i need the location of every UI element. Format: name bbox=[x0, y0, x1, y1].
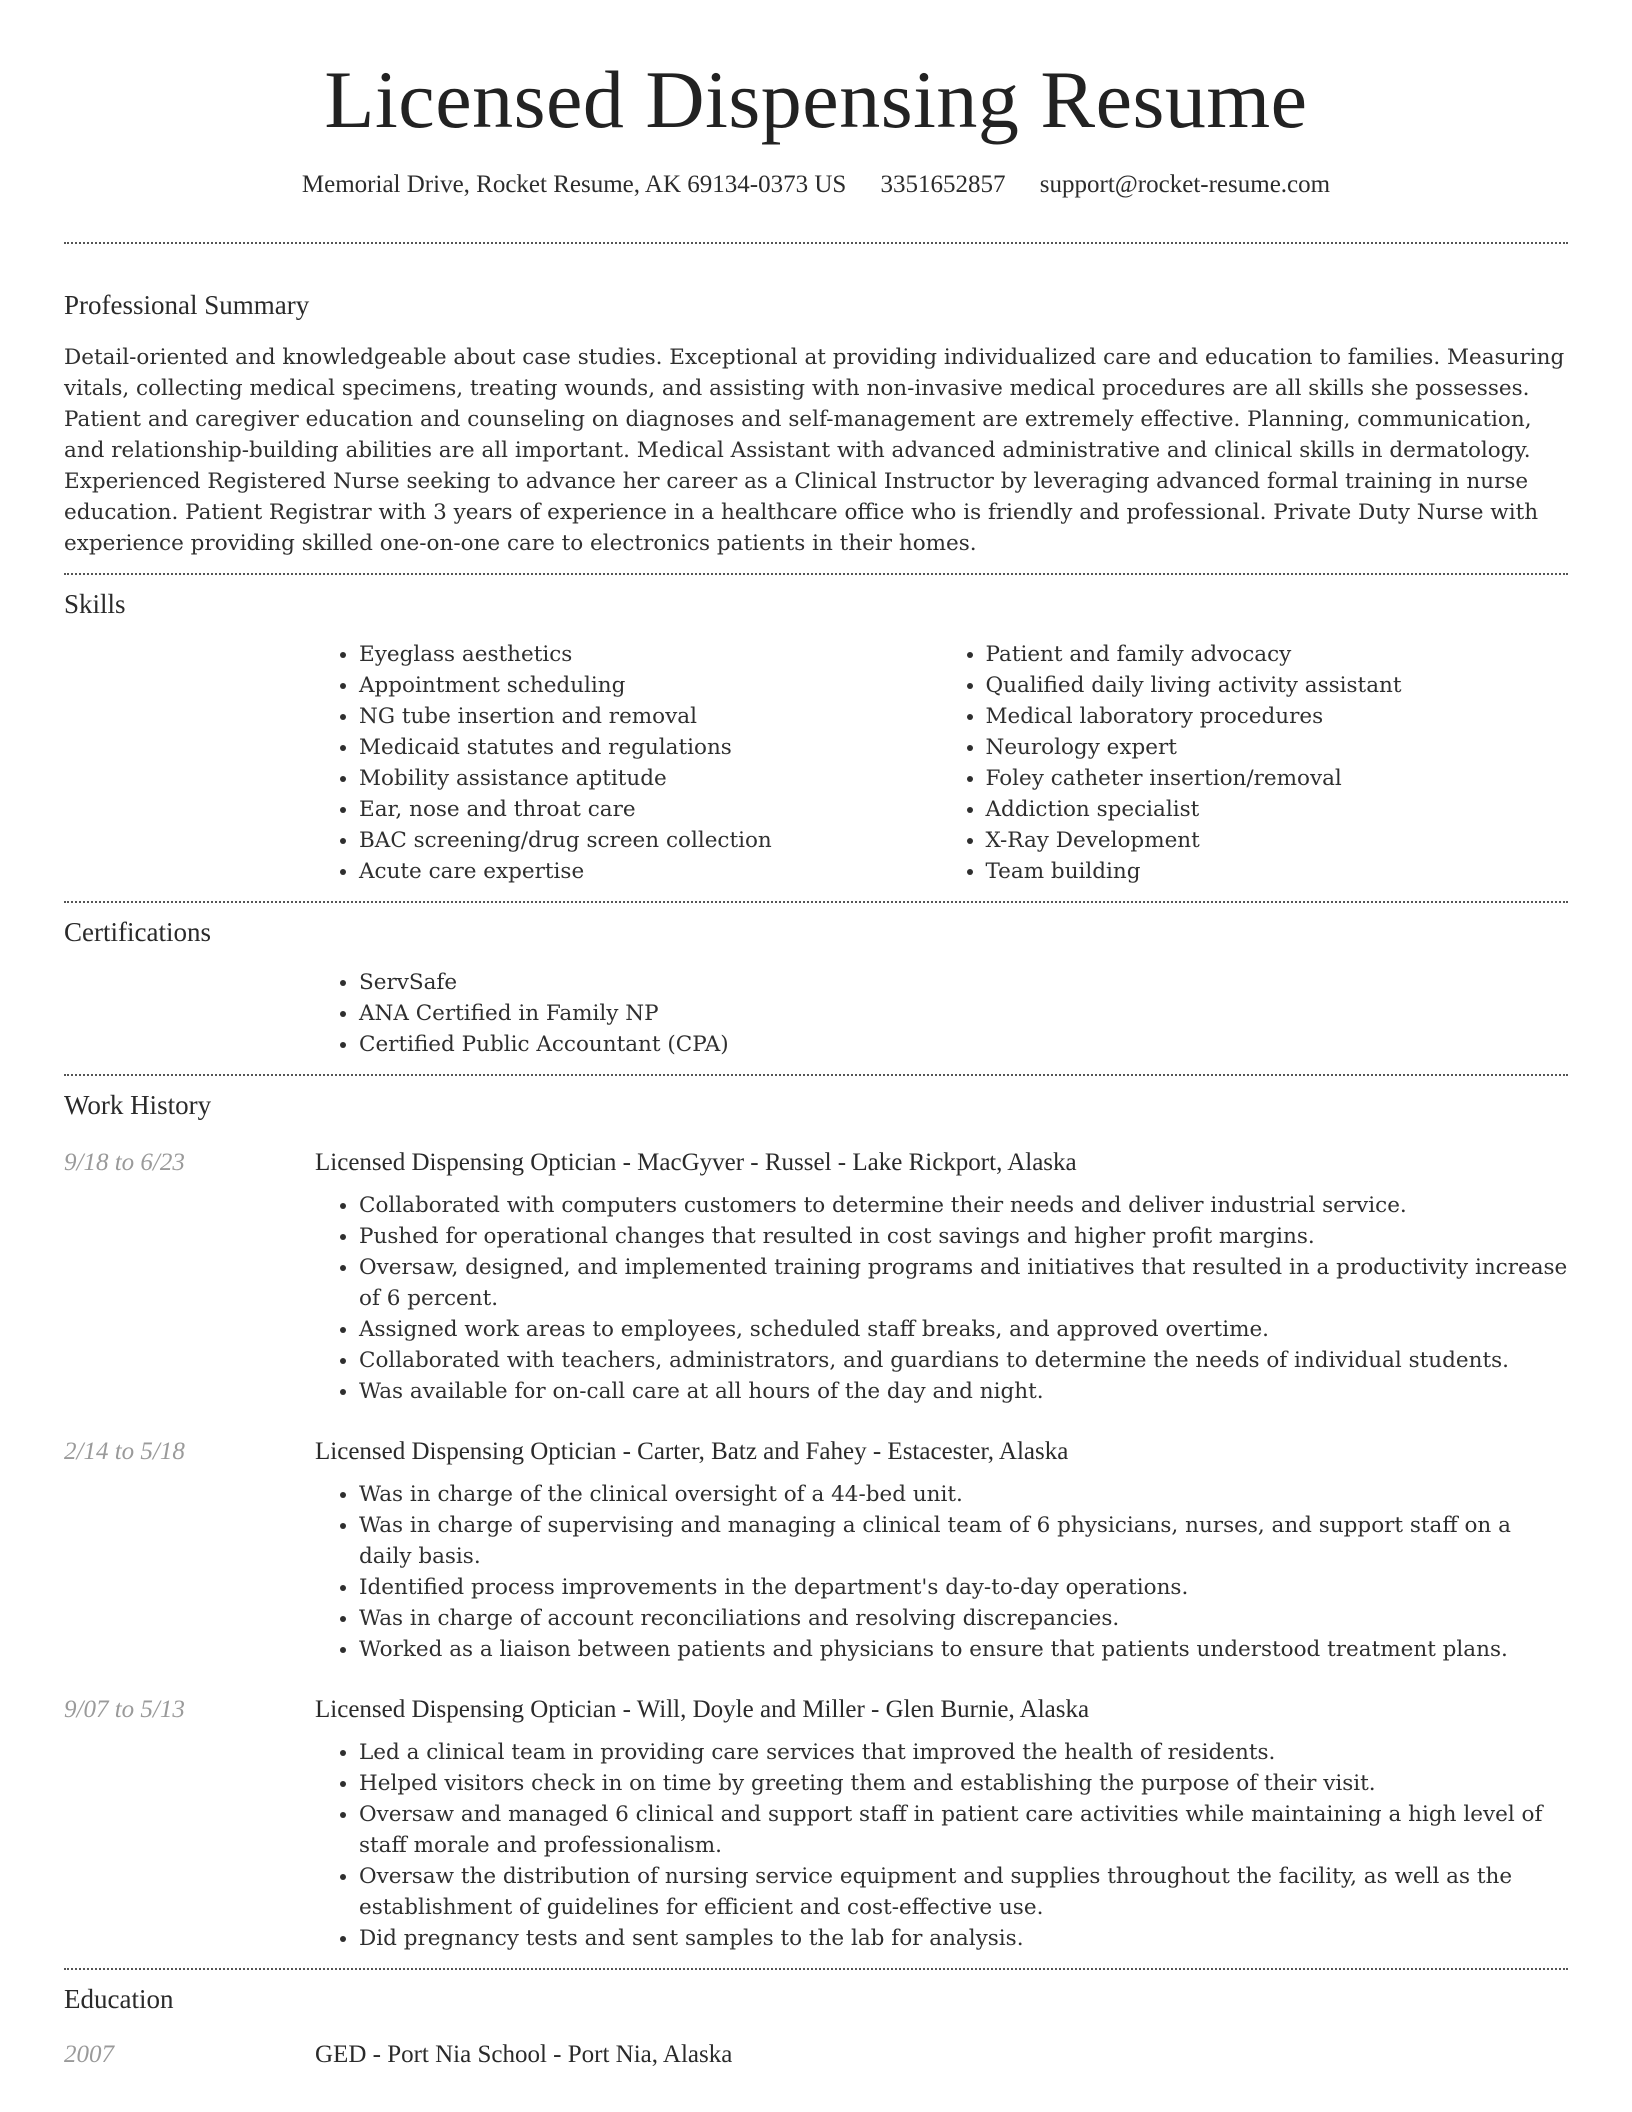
skill-item: • Addiction specialist bbox=[986, 794, 1569, 825]
certification-item: • ServSafe bbox=[359, 967, 1568, 998]
job-bullet: • Oversaw the distribution of nursing service equipment and supplies throughout the facility, as well as the establishment of guidelines for efficient and cost-effective use. bbox=[359, 1861, 1568, 1923]
job-bullet: • Was available for on-call care at all hours of the day and night. bbox=[359, 1376, 1568, 1407]
skill-item: • NG tube insertion and removal bbox=[359, 701, 942, 732]
job-bullets bbox=[315, 1737, 1568, 1954]
job-title: Licensed Dispensing Optician - Carter, Batz and Fahey - Estacester, Alaska bbox=[315, 1438, 1069, 1465]
skills-list-right bbox=[942, 639, 1569, 887]
job-bullet: • Assigned work areas to employees, scheduled staff breaks, and approved overtime. bbox=[359, 1314, 1568, 1345]
skill-item: • Medical laboratory procedures bbox=[986, 701, 1569, 732]
job-bullet: • Was in charge of account reconciliations and resolving discrepancies. bbox=[359, 1603, 1568, 1634]
job-dates: 9/18 to 6/23 bbox=[64, 1149, 185, 1176]
resume-title: Licensed Dispensing Resume bbox=[324, 54, 1308, 145]
contact-line bbox=[64, 168, 1568, 202]
skill-item: • Ear, nose and throat care bbox=[359, 794, 942, 825]
job-bullet: • Worked as a liaison between patients and physicians to ensure that patients understood treatment plans. bbox=[359, 1634, 1568, 1665]
section-title-education: Education bbox=[64, 1984, 174, 2014]
section-title-skills: Skills bbox=[64, 589, 126, 619]
skill-item: • Neurology expert bbox=[986, 732, 1569, 763]
job-entry bbox=[64, 1693, 1568, 1954]
job-bullet: • Was in charge of supervising and managing a clinical team of 6 physicians, nurses, and support staff on a daily basis. bbox=[359, 1510, 1568, 1572]
summary-text: Detail-oriented and knowledgeable about case studies. Exceptional at providing individualized care and education to families. Measuring vitals, collecting medical specimens, treating wounds, and assisting with non-invasive medical procedures are all skills she possesses. Patient and caregiver education and counseling on diagnoses and self-management are extremely effective. Planning, communication, and relationship-building abilities are all important. Medical Assistant with advanced administrative and clinical skills in dermatology. Experienced Registered Nurse seeking to advance her career as a Clinical Instructor by leveraging advanced formal training in nurse education. Patient Registrar with 3 years of experience in a healthcare office who is friendly and professional. Private Duty Nurse with experience providing skilled one-on-one care to electronics patients in their homes. bbox=[64, 345, 1565, 556]
job-bullet: • Oversaw and managed 6 clinical and support staff in patient care activities while maintaining a high level of staff morale and professionalism. bbox=[359, 1799, 1568, 1861]
skill-item: • BAC screening/drug screen collection bbox=[359, 825, 942, 856]
skill-item: • Patient and family advocacy bbox=[986, 639, 1569, 670]
job-bullets bbox=[315, 1190, 1568, 1407]
education-section bbox=[64, 1970, 1568, 2086]
skill-item: • Medicaid statutes and regulations bbox=[359, 732, 942, 763]
contact-phone: 3351652857 bbox=[880, 171, 1006, 198]
skill-item: • Qualified daily living activity assistant bbox=[986, 670, 1569, 701]
skill-item: • Eyeglass aesthetics bbox=[359, 639, 942, 670]
skills-grid bbox=[315, 639, 1568, 887]
job-bullets bbox=[315, 1479, 1568, 1665]
job-bullet: • Pushed for operational changes that resulted in cost savings and higher profit margins. bbox=[359, 1221, 1568, 1252]
job-bullet: • Identified process improvements in the department's day-to-day operations. bbox=[359, 1572, 1568, 1603]
section-title-summary: Professional Summary bbox=[64, 290, 310, 320]
work-history-section bbox=[64, 1076, 1568, 1968]
section-title-certifications: Certifications bbox=[64, 917, 211, 947]
job-dates: 9/07 to 5/13 bbox=[64, 1696, 185, 1723]
job-dates: 2/14 to 5/18 bbox=[64, 1438, 185, 1465]
contact-email: support@rocket-resume.com bbox=[1039, 171, 1331, 198]
education-entry bbox=[64, 2038, 1568, 2072]
certifications-list bbox=[315, 967, 1568, 1060]
job-bullet: • Led a clinical team in providing care services that improved the health of residents. bbox=[359, 1737, 1568, 1768]
job-bullet: • Oversaw, designed, and implemented training programs and initiatives that resulted in a productivity increase of 6 percent. bbox=[359, 1252, 1568, 1314]
contact-address: Memorial Drive, Rocket Resume, AK 69134-0373 US bbox=[301, 171, 847, 198]
job-title: Licensed Dispensing Optician - MacGyver - Russel - Lake Rickport, Alaska bbox=[315, 1149, 1077, 1176]
job-bullet: • Was in charge of the clinical oversight of a 44-bed unit. bbox=[359, 1479, 1568, 1510]
section-title-work-history: Work History bbox=[64, 1090, 212, 1120]
job-bullet: • Helped visitors check in on time by greeting them and establishing the purpose of their visit. bbox=[359, 1768, 1568, 1799]
skill-item: • Mobility assistance aptitude bbox=[359, 763, 942, 794]
skill-item: • Team building bbox=[986, 856, 1569, 887]
certification-item: • ANA Certified in Family NP bbox=[359, 998, 1568, 1029]
skill-item: • Foley catheter insertion/removal bbox=[986, 763, 1569, 794]
skills-section bbox=[64, 575, 1568, 901]
job-entry bbox=[64, 1146, 1568, 1407]
summary-section bbox=[64, 244, 1568, 573]
job-bullet: • Collaborated with computers customers to determine their needs and deliver industrial service. bbox=[359, 1190, 1568, 1221]
education-date: 2007 bbox=[64, 2041, 114, 2068]
job-title: Licensed Dispensing Optician - Will, Doyle and Miller - Glen Burnie, Alaska bbox=[315, 1696, 1090, 1723]
job-bullet: • Collaborated with teachers, administrators, and guardians to determine the needs of individual students. bbox=[359, 1345, 1568, 1376]
skill-item: • Appointment scheduling bbox=[359, 670, 942, 701]
job-bullet: • Did pregnancy tests and sent samples to the lab for analysis. bbox=[359, 1923, 1568, 1954]
skill-item: • X-Ray Development bbox=[986, 825, 1569, 856]
certification-item: • Certified Public Accountant (CPA) bbox=[359, 1029, 1568, 1060]
skill-item: • Acute care expertise bbox=[359, 856, 942, 887]
job-entry bbox=[64, 1435, 1568, 1665]
certifications-section bbox=[64, 903, 1568, 1074]
education-title: GED - Port Nia School - Port Nia, Alaska bbox=[315, 2041, 733, 2068]
skills-list-left bbox=[315, 639, 942, 887]
